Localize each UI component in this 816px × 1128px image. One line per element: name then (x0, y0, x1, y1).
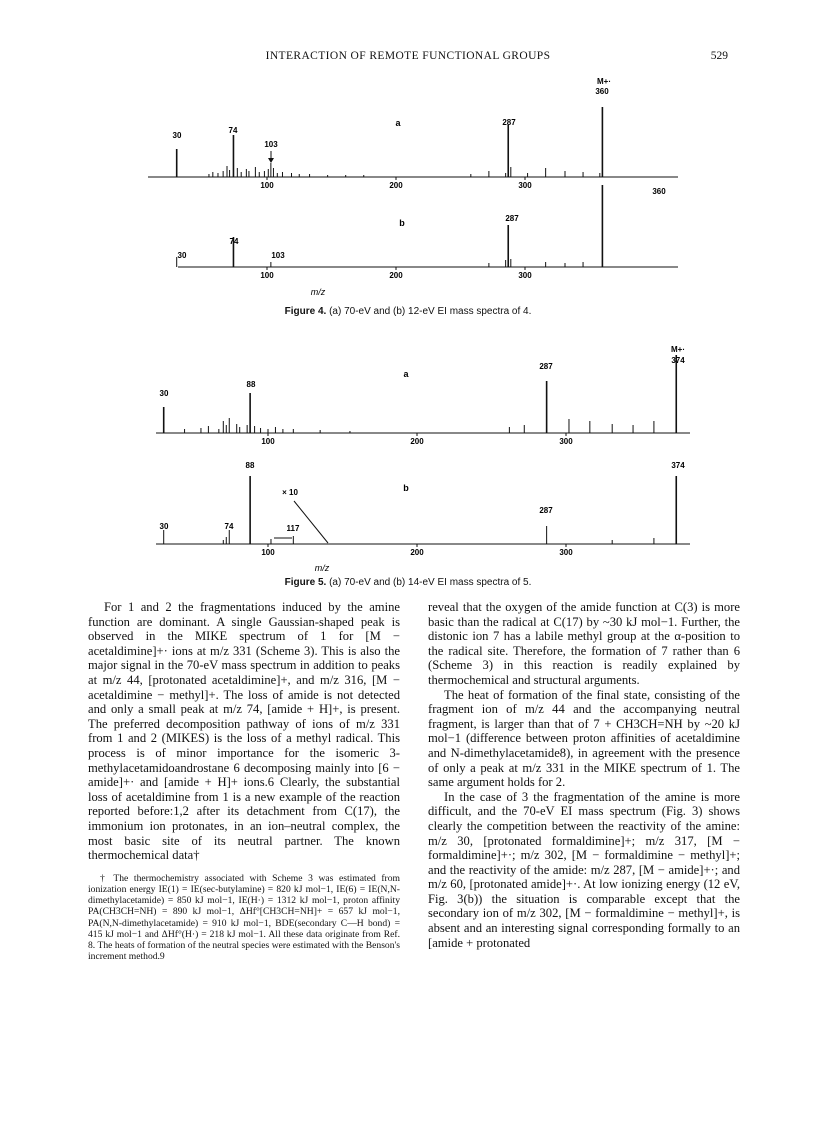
peak-label: 287 (502, 118, 516, 127)
paragraph: For 1 and 2 the fragmentations induced by the amine function are dominant. A single Gaussian-shaped peak is observed in the MIKE spectrum of 1 for [M − acetaldimine]+· ions at m/z 331 (Scheme 3). This is also the major signal in the 70-eV mass spectrum in addition to peaks at m/z 44, [protonated acetaldimine]+, and m/z 316, [M − acetaldimine − methyl]+. The loss of amide is not detected and only a small peak at m/z 74, [amide + H]+, is present. The preferred decomposition pathway of ions of m/z 331 from 1 and 2 (MIKES) is the loss of a methyl radical. This process is of minor importance for the isomeric 3-methylacetamidoandrostane 6 decomposing mainly into [6 − amide]+· and [amide + H]+ ions.6 Clearly, the substantial loss of acetaldimine from 1 is a new example of the reaction reported before:1,2 after its detachment from C(17), the immonium ion protonates, in an ion–neutral complex, the most basic site of its neutral partner. The known thermochemical data† (88, 600, 400, 863)
figure-5-caption-label: Figure 5. (284, 577, 327, 588)
tick-label: 300 (518, 271, 532, 280)
figure-5-caption (0, 577, 816, 588)
panel-letter: b (403, 483, 409, 493)
page-header (0, 50, 816, 70)
tick-label: 200 (410, 437, 424, 446)
tick-label: 200 (389, 271, 403, 280)
peak-label: M+· (671, 345, 685, 354)
peak-label: 74 (228, 126, 238, 135)
tick-label: 300 (518, 181, 532, 190)
peak-label: 30 (159, 389, 169, 398)
running-head: INTERACTION OF REMOTE FUNCTIONAL GROUPS (265, 50, 551, 62)
paragraph: In the case of 3 the fragmentation of the amine is more difficult, and the 70-eV EI mass spectrum (Fig. 3) shows clearly the competition between the reactivity of the amine: m/z 30, [protonated formaldimine]+; m/z 317, [M − formaldimine]+·; m/z 302, [M − formaldimine − methyl]+; and the reactivity of the amide: m/z 287, [M − amide]+·; and m/z 60, [protonated amide]+·. At low ionizing energy (12 eV, Fig. 3(b)) the situation is comparable except that the secondary ion of m/z 302, [M − formaldimine − methyl]+, is absent and an interesting signal corresponding formally to an [amide + protonated (428, 789, 740, 950)
page-number: 529 (710, 50, 728, 62)
tick-label: 100 (261, 437, 275, 446)
peak-label: 88 (245, 461, 255, 470)
tick-label: 100 (261, 548, 275, 557)
figure-4-panel-b (177, 185, 678, 280)
figure-5-caption-text: (a) 70-eV and (b) 14-eV EI mass spectra of 5. (326, 577, 532, 588)
tick-label: 100 (260, 271, 274, 280)
figure-5-panel-b (156, 461, 690, 557)
tick-label: 200 (410, 548, 424, 557)
peak-label: 360 (595, 87, 609, 96)
figure-5-axis-label: m/z (314, 563, 330, 573)
tick-label: 100 (260, 181, 274, 190)
peak-label: 287 (505, 214, 519, 223)
panel-letter: b (399, 218, 405, 228)
left-column (88, 600, 400, 962)
figure-5-panel-a (156, 345, 690, 446)
expansion-line (294, 501, 328, 543)
peak-label: 103 (264, 140, 278, 149)
peak-label: 30 (172, 131, 182, 140)
tick-label: 200 (389, 181, 403, 190)
peak-label: 374 (671, 461, 685, 470)
peak-label: 374 (671, 356, 685, 365)
peak-label: 74 (229, 237, 239, 246)
peak-label: 117 (286, 524, 300, 533)
figure-4-caption-text: (a) 70-eV and (b) 12-eV EI mass spectra of 4. (326, 306, 532, 317)
arrow-head-icon (268, 158, 274, 163)
panel-letter: a (403, 369, 409, 379)
figure-5-spectra (0, 333, 816, 578)
tick-label: 300 (559, 548, 573, 557)
figure-4-caption (0, 306, 816, 317)
paragraph: The heat of formation of the final state, consisting of the fragment ion of m/z 44 and the accompanying neutral fragment, is larger than that of 7 + CH3CH=NH by ~20 kJ mol−1 (difference between proton affinities of acetaldimine and N-dimethylacetamide8), in agreement with the presence of only a peak at m/z 331 in the MIKE spectrum of 1. The same argument holds for 2. (428, 687, 740, 790)
footnote (88, 873, 400, 963)
peak-label: 287 (539, 362, 553, 371)
peak-label: 30 (177, 251, 187, 260)
figure-4-panel-a (148, 77, 678, 190)
figure-4-spectra (0, 70, 816, 305)
peak-label: 30 (159, 522, 169, 531)
peak-label: M+· (597, 77, 611, 86)
paragraph: reveal that the oxygen of the amide function at C(3) is more basic than the radical at C(17) by ~30 kJ mol−1. Further, the distonic ion 7 has a labile methyl group at the α-position to the radical site. Therefore, the formation of 7 rather than 6 (Scheme 3) in this reaction is readily explained by thermochemical and structural arguments. (428, 600, 740, 687)
peak-label: 103 (271, 251, 285, 260)
scale-note: × 10 (282, 488, 298, 497)
panel-letter: a (395, 118, 401, 128)
tick-label: 300 (559, 437, 573, 446)
figure-4-axis-label: m/z (310, 287, 326, 297)
right-column (428, 600, 740, 950)
peak-label: 88 (246, 380, 256, 389)
peak-label: 360 (652, 187, 666, 196)
peak-label: 74 (224, 522, 234, 531)
footnote-text: † The thermochemistry associated with Scheme 3 was estimated from ionization energy IE(1) = IE(sec-butylamine) = 820 kJ mol−1, IE(6) = IE(N,N-dimethylacetamide) = 850 kJ mol−1, IE(H·) = 1312 kJ mol−1, proton affinity PA(CH3CH=NH) = 890 kJ mol−1, ΔHf°[CH3CH=NH]+ = 657 kJ mol−1, PA(N,N-dimethylacetamide) = 910 kJ mol−1, BDE(secondary C—H bond) = 415 kJ mol−1 and ΔHf°(H·) = 218 kJ mol−1. All these data originate from Ref. 8. The heats of formation of the neutral species were estimated with the Benson's increment method.9 (88, 872, 400, 963)
peak-label: 287 (539, 506, 553, 515)
figure-4-caption-label: Figure 4. (284, 306, 327, 317)
